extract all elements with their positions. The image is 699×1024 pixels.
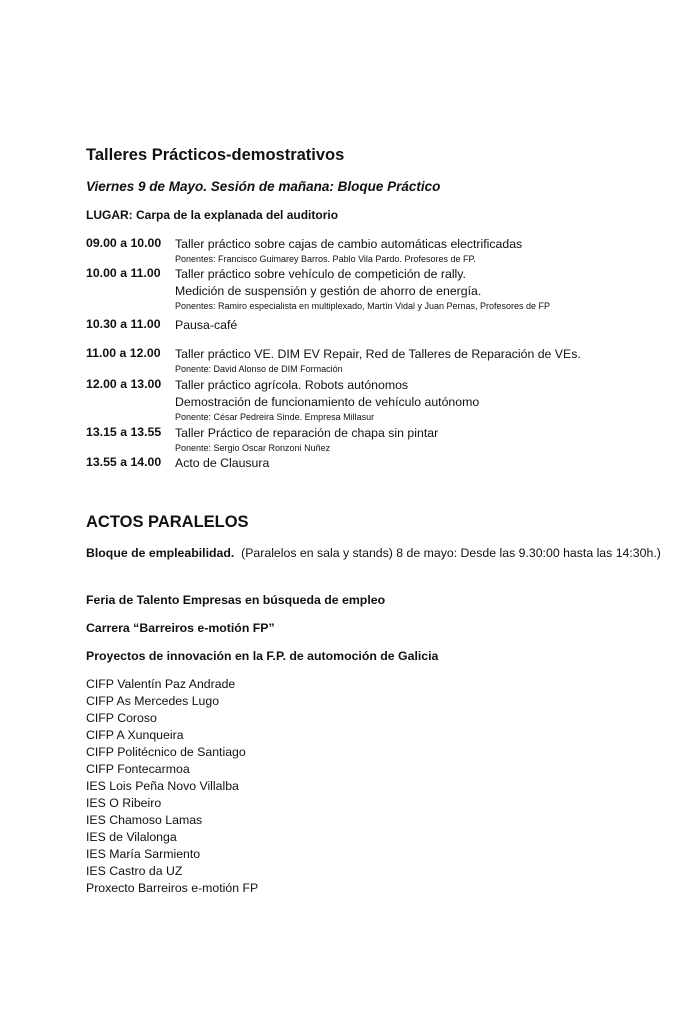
talent-fair-line: Feria de Talento Empresas en búsqueda de empleo [86,593,386,607]
schedule-speaker: Ponentes: Francisco Guimarey Barros. Pablo Vila Pardo. Profesores de FP. [175,254,476,264]
schedule-speaker: Ponente: César Pedreira Sinde. Empresa Millasur [175,412,375,422]
schedule-time: 09.00 a 10.00 [86,236,162,250]
schedule-line: Taller práctico VE. DIM EV Repair, Red de Talleres de Reparación de VEs. [175,347,581,361]
schedule-time: 13.55 a 14.00 [86,455,162,469]
schedule-description [175,455,675,472]
list-item: CIFP Politécnico de Santiago [86,745,246,759]
session-subtitle: Viernes 9 de Mayo. Sesión de mañana: Bloque Práctico [86,179,441,194]
schedule-line: Taller práctico agrícola. Robots autónomos [175,378,409,392]
list-item: CIFP Fontecarmoa [86,762,190,776]
schedule-line: Demostración de funcionamiento de vehículo autónomo [175,395,480,409]
centers-list [86,676,258,897]
list-item: IES Castro da UZ [86,864,183,878]
employability-label: Bloque de empleabilidad. [86,546,235,560]
schedule-speaker: Ponentes: Ramiro especialista en multiplexado, Martín Vidal y Juan Pernas, Profesores de FP [175,301,551,311]
employability-paragraph [86,544,676,562]
list-item: IES de Vilalonga [86,830,177,844]
schedule-line: Pausa-café [175,318,238,332]
list-item: CIFP A Xunqueira [86,728,184,742]
schedule-description [175,425,675,454]
innovation-projects-line: Proyectos de innovación en la F.P. de automoción de Galicia [86,649,439,663]
schedule-speaker: Ponente: David Alonso de DIM Formación [175,364,343,374]
location-line: LUGAR: Carpa de la explanada del auditorio [86,208,339,222]
schedule-time: 10.00 a 11.00 [86,266,161,280]
schedule-time: 13.15 a 13.55 [86,425,162,439]
schedule-line: Taller Práctico de reparación de chapa sin pintar [175,426,439,440]
list-item: Proxecto Barreiros e-motión FP [86,881,259,895]
schedule-speaker: Ponente: Sergio Oscar Ronzoni Nuñez [175,443,331,453]
list-item: IES Lois Peña Novo Villalba [86,779,239,793]
schedule-description [175,236,675,265]
section-title-talleres: Talleres Prácticos-demostrativos [86,146,345,164]
schedule-line: Taller práctico sobre cajas de cambio automáticas electrificadas [175,237,523,251]
schedule-time: 12.00 a 13.00 [86,377,162,391]
schedule-line: Acto de Clausura [175,456,270,470]
schedule-description [175,346,675,375]
list-item: IES María Sarmiento [86,847,201,861]
employability-text: (Paralelos en sala y stands) 8 de mayo: Desde las 9.30:00 hasta las 14:30h.) [241,546,661,560]
schedule-description [175,266,675,312]
list-item: CIFP Coroso [86,711,157,725]
section-title-actos-paralelos: ACTOS PARALELOS [86,513,249,531]
race-line: Carrera “Barreiros e-motión FP” [86,621,275,635]
list-item: IES O Ribeiro [86,796,162,810]
list-item: IES Chamoso Lamas [86,813,203,827]
schedule-line: Medición de suspensión y gestión de ahorro de energía. [175,284,482,298]
schedule-description [175,377,675,423]
schedule-line: Taller práctico sobre vehículo de competición de rally. [175,267,466,281]
schedule-time: 10.30 a 11.00 [86,317,161,331]
schedule-time: 11.00 a 12.00 [86,346,161,360]
list-item: CIFP As Mercedes Lugo [86,694,220,708]
schedule-description [175,317,675,334]
list-item: CIFP Valentín Paz Andrade [86,677,236,691]
